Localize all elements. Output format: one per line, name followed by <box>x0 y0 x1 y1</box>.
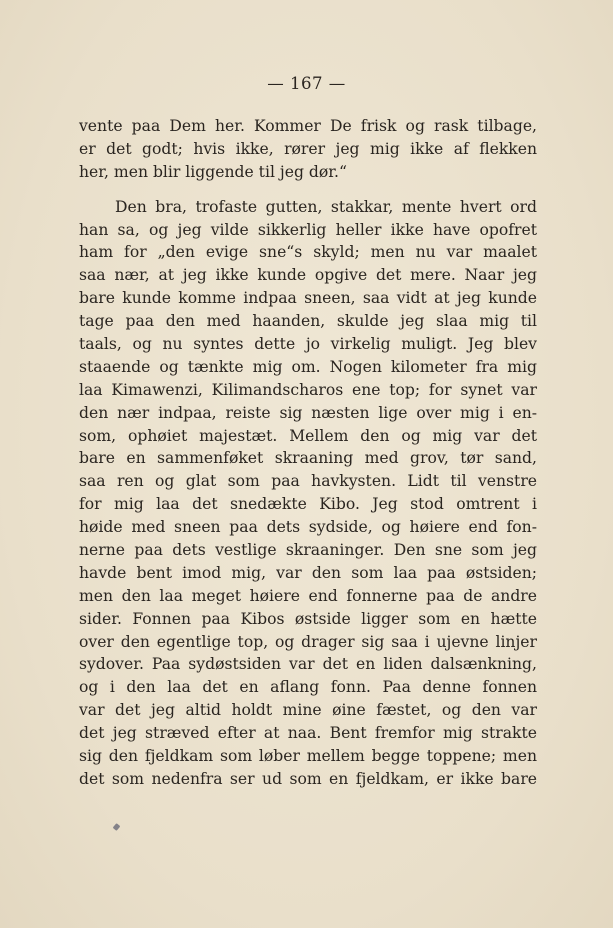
text-line: vente paa Dem her. Kommer De frisk og rask tilbage, <box>79 117 537 135</box>
text-line: Den bra, trofaste gutten, stakkar, mente hvert ord <box>115 197 537 216</box>
page-number: — 167 — <box>267 74 346 93</box>
text-line: den nær indpaa, reiste sig næsten lige over mig i en- <box>79 403 537 422</box>
text-line: bare kunde komme indpaa sneen, saa vidt at jeg kunde <box>79 289 537 308</box>
text-line: det som nedenfra ser ud som en fjeldkam, er ikke bare <box>79 769 537 788</box>
text-line: sydover. Paa sydøstsiden var det en liden dalsænkning, <box>79 655 537 674</box>
text-line: han sa, og jeg vilde sikkerlig heller ikke have opofret <box>79 220 537 239</box>
text-line: nerne paa dets vestlige skraaninger. Den sne som jeg <box>79 541 537 560</box>
text-line: havde bent imod mig, var den som laa paa østsiden; <box>79 563 537 582</box>
text-line: for mig laa det snedækte Kibo. Jeg stod omtrent i <box>79 495 537 514</box>
text-line: sider. Fonnen paa Kibos østside ligger som en hætte <box>79 609 537 628</box>
paragraph <box>79 115 537 184</box>
text-line: ham for „den evige sne“s skyld; men nu var maalet <box>79 243 537 262</box>
text-line: laa Kimawenzi, Kilimandscharos ene top; for synet var <box>79 380 537 399</box>
text-line: det jeg stræved efter at naa. Bent fremfor mig strakte <box>79 724 537 743</box>
text-line: sig den fjeldkam som løber mellem begge toppene; men <box>79 747 537 766</box>
text-line <box>79 791 537 814</box>
text-line: staaende og tænkte mig om. Nogen kilometer fra mig <box>79 357 537 376</box>
text-line: høide med sneen paa dets sydside, og høiere end fon- <box>79 518 537 537</box>
body-text <box>79 115 537 837</box>
text-line: saa nær, at jeg ikke kunde opgive det mere. Naar jeg <box>79 266 537 285</box>
text-line: men den laa meget høiere end fonnerne paa de andre <box>79 586 537 605</box>
text-line <box>79 814 537 837</box>
text-line: og i den laa det en aflang fonn. Paa denne fonnen <box>79 678 537 697</box>
text-line: taals, og nu syntes dette jo virkelig muligt. Jeg blev <box>79 335 537 354</box>
text-line: saa ren og glat som paa havkysten. Lidt til venstre <box>79 472 537 491</box>
text-line: bare en sammenføket skraaning med grov, tør sand, <box>79 449 537 468</box>
text-line: er det godt; hvis ikke, rører jeg mig ikke af flekken <box>79 139 537 158</box>
text-line: var det jeg altid holdt mine øine fæstet, og den var <box>79 701 537 720</box>
text-line: tage paa den med haanden, skulde jeg slaa mig til <box>79 312 537 331</box>
text-line: som, ophøiet majestæt. Mellem den og mig var det <box>79 426 537 445</box>
paragraph <box>79 196 537 837</box>
text-line: her, men blir liggende til jeg dør.“ <box>79 162 347 181</box>
text-line: over den egentlige top, og drager sig saa i ujevne linjer <box>79 632 537 651</box>
